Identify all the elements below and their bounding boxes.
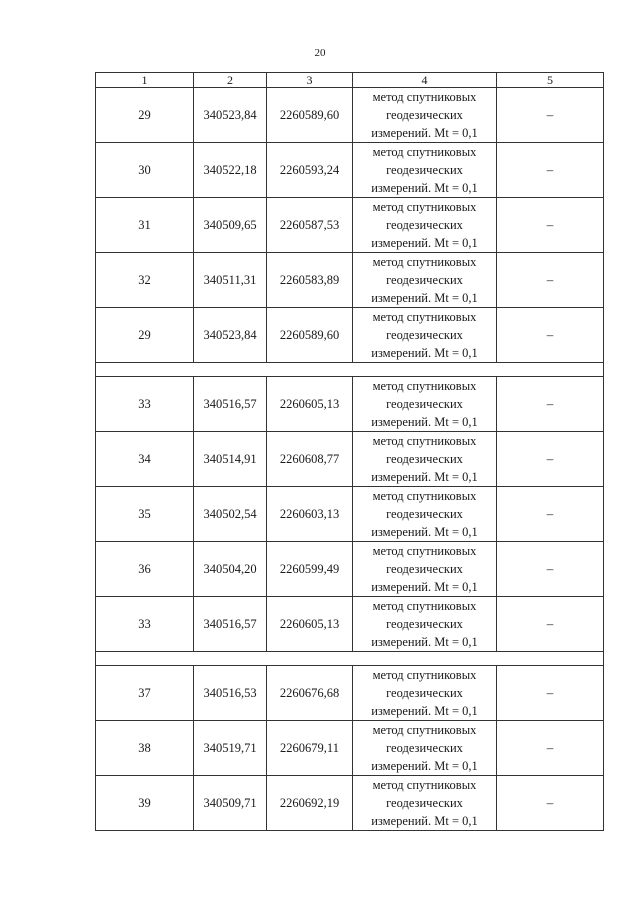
y-coordinate-cell: 2260608,77 <box>267 432 353 487</box>
method-line: геодезических <box>386 507 463 521</box>
table-row <box>96 198 604 253</box>
note-cell: – <box>497 776 604 831</box>
table-row <box>96 597 604 652</box>
method-line: геодезических <box>386 452 463 466</box>
method-line: геодезических <box>386 617 463 631</box>
method-line: измерений. Mt = 0,1 <box>371 759 478 773</box>
method-line: измерений. Mt = 0,1 <box>371 126 478 140</box>
point-number-cell: 32 <box>96 253 194 308</box>
point-number-cell: 39 <box>96 776 194 831</box>
point-number-cell: 30 <box>96 143 194 198</box>
method-line: геодезических <box>386 163 463 177</box>
y-coordinate-cell: 2260679,11 <box>267 721 353 776</box>
x-coordinate-cell: 340502,54 <box>194 487 267 542</box>
method-line: геодезических <box>386 328 463 342</box>
x-coordinate-cell: 340516,53 <box>194 666 267 721</box>
table-body <box>96 88 604 831</box>
method-line: метод спутниковых <box>372 778 477 792</box>
method-line: метод спутниковых <box>372 434 477 448</box>
method-line: измерений. Mt = 0,1 <box>371 525 478 539</box>
contour-separator-row <box>96 363 604 377</box>
method-line: геодезических <box>386 397 463 411</box>
y-coordinate-cell: 2260676,68 <box>267 666 353 721</box>
separator-cell <box>96 652 604 666</box>
method-line: метод спутниковых <box>372 723 477 737</box>
x-coordinate-cell: 340523,84 <box>194 308 267 363</box>
page-number: 20 <box>314 47 326 59</box>
table-row <box>96 666 604 721</box>
method-line: геодезических <box>386 273 463 287</box>
note-cell: – <box>497 377 604 432</box>
x-coordinate-cell: 340522,18 <box>194 143 267 198</box>
method-line: геодезических <box>386 686 463 700</box>
column-header: 2 <box>194 73 267 88</box>
method-line: геодезических <box>386 741 463 755</box>
y-coordinate-cell: 2260593,24 <box>267 143 353 198</box>
method-cell <box>353 776 497 831</box>
point-number-cell: 29 <box>96 88 194 143</box>
x-coordinate-cell: 340523,84 <box>194 88 267 143</box>
x-coordinate-cell: 340509,65 <box>194 198 267 253</box>
column-header: 1 <box>96 73 194 88</box>
method-line: метод спутниковых <box>372 379 477 393</box>
method-line: измерений. Mt = 0,1 <box>371 181 478 195</box>
method-cell <box>353 253 497 308</box>
table-row <box>96 88 604 143</box>
x-coordinate-cell: 340519,71 <box>194 721 267 776</box>
note-cell: – <box>497 143 604 198</box>
table-row <box>96 721 604 776</box>
coordinates-table <box>95 72 604 831</box>
method-line: измерений. Mt = 0,1 <box>371 814 478 828</box>
note-cell: – <box>497 542 604 597</box>
point-number-cell: 29 <box>96 308 194 363</box>
x-coordinate-cell: 340514,91 <box>194 432 267 487</box>
method-line: метод спутниковых <box>372 544 477 558</box>
column-header: 5 <box>497 73 604 88</box>
table-row <box>96 432 604 487</box>
note-cell: – <box>497 308 604 363</box>
y-coordinate-cell: 2260587,53 <box>267 198 353 253</box>
method-line: измерений. Mt = 0,1 <box>371 635 478 649</box>
note-cell: – <box>497 253 604 308</box>
method-cell <box>353 542 497 597</box>
note-cell: – <box>497 487 604 542</box>
table-row <box>96 143 604 198</box>
method-line: метод спутниковых <box>372 310 477 324</box>
point-number-cell: 33 <box>96 377 194 432</box>
method-line: геодезических <box>386 218 463 232</box>
note-cell: – <box>497 432 604 487</box>
method-cell <box>353 597 497 652</box>
method-line: метод спутниковых <box>372 668 477 682</box>
method-cell <box>353 487 497 542</box>
point-number-cell: 34 <box>96 432 194 487</box>
point-number-cell: 37 <box>96 666 194 721</box>
point-number-cell: 35 <box>96 487 194 542</box>
method-cell <box>353 143 497 198</box>
x-coordinate-cell: 340509,71 <box>194 776 267 831</box>
y-coordinate-cell: 2260583,89 <box>267 253 353 308</box>
method-line: геодезических <box>386 796 463 810</box>
y-coordinate-cell: 2260589,60 <box>267 308 353 363</box>
note-cell: – <box>497 721 604 776</box>
column-header: 3 <box>267 73 353 88</box>
column-header: 4 <box>353 73 497 88</box>
y-coordinate-cell: 2260599,49 <box>267 542 353 597</box>
method-cell <box>353 666 497 721</box>
y-coordinate-cell: 2260603,13 <box>267 487 353 542</box>
method-cell <box>353 308 497 363</box>
y-coordinate-cell: 2260589,60 <box>267 88 353 143</box>
table-row <box>96 776 604 831</box>
table-row <box>96 542 604 597</box>
point-number-cell: 38 <box>96 721 194 776</box>
x-coordinate-cell: 340511,31 <box>194 253 267 308</box>
method-line: геодезических <box>386 108 463 122</box>
table-row <box>96 377 604 432</box>
method-line: геодезических <box>386 562 463 576</box>
x-coordinate-cell: 340516,57 <box>194 377 267 432</box>
table-row <box>96 253 604 308</box>
method-line: измерений. Mt = 0,1 <box>371 236 478 250</box>
method-line: метод спутниковых <box>372 599 477 613</box>
separator-cell <box>96 363 604 377</box>
y-coordinate-cell: 2260692,19 <box>267 776 353 831</box>
note-cell: – <box>497 666 604 721</box>
method-line: измерений. Mt = 0,1 <box>371 470 478 484</box>
method-cell <box>353 432 497 487</box>
method-line: метод спутниковых <box>372 200 477 214</box>
point-number-cell: 33 <box>96 597 194 652</box>
method-cell <box>353 721 497 776</box>
x-coordinate-cell: 340516,57 <box>194 597 267 652</box>
y-coordinate-cell: 2260605,13 <box>267 377 353 432</box>
note-cell: – <box>497 198 604 253</box>
note-cell: – <box>497 88 604 143</box>
method-line: метод спутниковых <box>372 489 477 503</box>
table-row <box>96 487 604 542</box>
table-header-row <box>96 73 604 88</box>
method-cell <box>353 198 497 253</box>
method-line: измерений. Mt = 0,1 <box>371 580 478 594</box>
point-number-cell: 31 <box>96 198 194 253</box>
method-line: измерений. Mt = 0,1 <box>371 704 478 718</box>
point-number-cell: 36 <box>96 542 194 597</box>
method-line: метод спутниковых <box>372 90 477 104</box>
method-cell <box>353 377 497 432</box>
table-row <box>96 308 604 363</box>
method-line: измерений. Mt = 0,1 <box>371 346 478 360</box>
method-line: метод спутниковых <box>372 145 477 159</box>
method-line: метод спутниковых <box>372 255 477 269</box>
x-coordinate-cell: 340504,20 <box>194 542 267 597</box>
y-coordinate-cell: 2260605,13 <box>267 597 353 652</box>
method-line: измерений. Mt = 0,1 <box>371 415 478 429</box>
contour-separator-row <box>96 652 604 666</box>
method-line: измерений. Mt = 0,1 <box>371 291 478 305</box>
method-cell <box>353 88 497 143</box>
note-cell: – <box>497 597 604 652</box>
